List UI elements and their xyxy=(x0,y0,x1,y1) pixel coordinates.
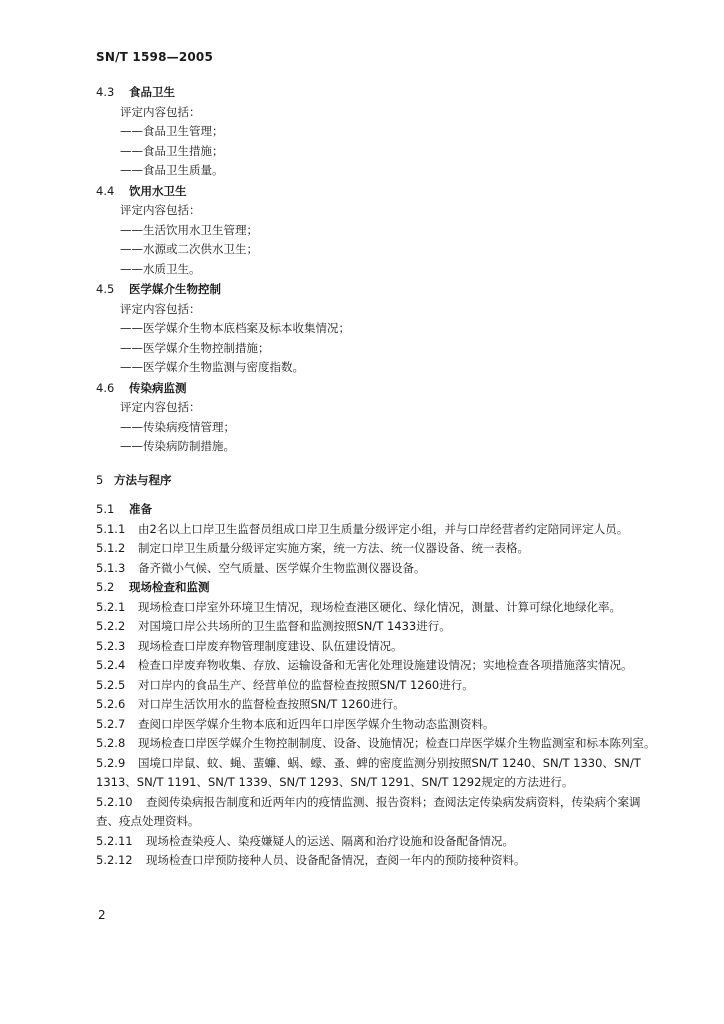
clause-5-2-5 xyxy=(96,676,662,696)
chapter-title: 方法与程序 xyxy=(114,472,172,487)
clause-5-2-2 xyxy=(96,617,662,637)
list-item: ——生活饮用水卫生管理； xyxy=(120,222,258,237)
section-number: 4.6 xyxy=(96,380,115,395)
clause-text: 制定口岸卫生质量分级评定实施方案，统一方法、统一仪器设备、统一表格。 xyxy=(138,541,529,555)
list-item: ——医学媒介生物监测与密度指数。 xyxy=(120,360,304,374)
clause-text: 现场检查口岸废弃物管理制度建设、队伍建设情况。 xyxy=(138,638,403,653)
list-item: ——食品卫生管理； xyxy=(120,124,224,138)
clause-text: 现场检查口岸预防接种人员、设备配备情况，查阅一年内的预防接种资料。 xyxy=(146,853,526,867)
list-item: ——水质卫生。 xyxy=(120,261,201,276)
page-number: 2 xyxy=(98,908,106,922)
section-title: 饮用水卫生 xyxy=(129,183,187,198)
section-number: 5.1 xyxy=(96,502,115,516)
chapter-heading-5 xyxy=(96,471,662,491)
clause-number: 5.2.4 xyxy=(96,658,126,672)
section-heading-5-2 xyxy=(96,578,662,598)
clause-text: 现场检查口岸医学媒介生物控制制度、设备、设施情况；检查口岸医学媒介生物监测室和标本陈列室。 xyxy=(138,736,656,750)
clause-text: 现场检查染疫人、染疫嫌疑人的运送、隔离和治疗设施和设备配备情况。 xyxy=(146,833,514,848)
list-item: ——食品卫生措施； xyxy=(120,143,224,158)
clause-5-2-8 xyxy=(96,734,662,754)
clause-5-2-10 xyxy=(96,793,662,832)
clause-number: 5.2.6 xyxy=(96,697,126,711)
clause-number: 5.1.2 xyxy=(96,541,126,555)
clause-number: 5.2.3 xyxy=(96,638,126,653)
clause-number: 5.2.2 xyxy=(96,619,126,633)
section-heading-4-5 xyxy=(96,280,662,300)
clause-5-2-1 xyxy=(96,598,662,618)
clause-5-1-1 xyxy=(96,520,662,540)
section-title: 食品卫生 xyxy=(129,85,175,99)
clause-5-2-11 xyxy=(96,832,662,852)
page-content xyxy=(96,82,662,871)
clause-text: 对口岸生活饮用水的监督检查按照SN/T 1260进行。 xyxy=(138,697,405,711)
section-heading-4-3 xyxy=(96,83,662,103)
section-title: 准备 xyxy=(129,502,152,516)
clause-text: 查阅传染病报告制度和近两年内的疫情监测、报告资料；查阅法定传染病发病资料，传染病个案调查、疫点处理资料。 xyxy=(96,794,641,828)
section-number: 4.3 xyxy=(96,85,115,99)
list-item: ——水源或二次供水卫生； xyxy=(120,242,258,256)
section-number: 5.2 xyxy=(96,580,115,594)
list-item: ——传染病防制措施。 xyxy=(120,439,235,453)
section-intro: 评定内容包括： xyxy=(120,400,201,414)
standard-code-header: SN/T 1598—2005 xyxy=(96,50,214,64)
clause-number: 5.2.10 xyxy=(96,794,133,809)
section-title: 传染病监测 xyxy=(129,380,187,395)
clause-number: 5.2.11 xyxy=(96,833,133,848)
clause-5-1-2 xyxy=(96,539,662,559)
clause-number: 5.2.12 xyxy=(96,853,133,867)
list-item: ——医学媒介生物本底档案及标本收集情况； xyxy=(120,321,350,335)
clause-number: 5.2.9 xyxy=(96,755,126,770)
clause-text: 查阅口岸医学媒介生物本底和近四年口岸医学媒介生物动态监测资料。 xyxy=(138,716,495,731)
clause-number: 5.1.1 xyxy=(96,521,126,536)
section-heading-4-4 xyxy=(96,182,662,202)
clause-5-2-3 xyxy=(96,637,662,657)
section-title: 医学媒介生物控制 xyxy=(129,282,221,296)
clause-text: 对口岸内的食品生产、经营单位的监督检查按照SN/T 1260进行。 xyxy=(138,677,474,692)
clause-5-1-3 xyxy=(96,559,662,579)
clause-5-2-7 xyxy=(96,715,662,735)
clause-number: 5.2.5 xyxy=(96,677,126,692)
section-intro: 评定内容包括： xyxy=(120,203,201,217)
list-item: ——食品卫生质量。 xyxy=(120,163,224,177)
clause-text: 检查口岸废弃物收集、存放、运输设备和无害化处理设施建设情况；实地检查各项措施落实情况。 xyxy=(138,658,633,672)
list-item: ——传染病疫情管理； xyxy=(120,419,235,434)
section-heading-4-6 xyxy=(96,379,662,399)
clause-5-2-12 xyxy=(96,851,662,871)
section-intro: 评定内容包括： xyxy=(120,104,201,119)
list-item: ——医学媒介生物控制措施； xyxy=(120,340,270,355)
clause-number: 5.1.3 xyxy=(96,560,126,575)
section-number: 4.5 xyxy=(96,282,115,296)
clause-text: 现场检查口岸室外环境卫生情况，现场检查港区硬化、绿化情况，测量、计算可绿化地绿化率。 xyxy=(138,599,621,614)
clause-text: 国境口岸鼠、蚊、蝇、蜚蠊、蜗、蠓、蚤、蜱的密度监测分别按照SN/T 1240、SN/T 1330、SN/T 1313、SN/T 1191、SN/T 1339、SN/T 1293、SN/T 1291、SN/T 1292规定的方法进行。 xyxy=(96,755,641,789)
section-title: 现场检查和监测 xyxy=(129,580,210,594)
clause-text: 由2名以上口岸卫生监督员组成口岸卫生质量分级评定小组，并与口岸经营者约定陪同评定人员。 xyxy=(138,521,629,536)
clause-text: 备齐微小气候、空气质量、医学媒介生物监测仪器设备。 xyxy=(138,560,426,575)
section-number: 4.4 xyxy=(96,183,115,198)
chapter-number: 5 xyxy=(96,472,104,487)
clause-5-2-6 xyxy=(96,695,662,715)
clause-number: 5.2.1 xyxy=(96,599,126,614)
clause-text: 对国境口岸公共场所的卫生监督和监测按照SN/T 1433进行。 xyxy=(138,619,451,633)
clause-number: 5.2.8 xyxy=(96,736,126,750)
section-heading-5-1 xyxy=(96,500,662,520)
section-intro: 评定内容包括： xyxy=(120,301,201,316)
clause-5-2-9 xyxy=(96,754,662,793)
clause-number: 5.2.7 xyxy=(96,716,126,731)
clause-5-2-4 xyxy=(96,656,662,676)
